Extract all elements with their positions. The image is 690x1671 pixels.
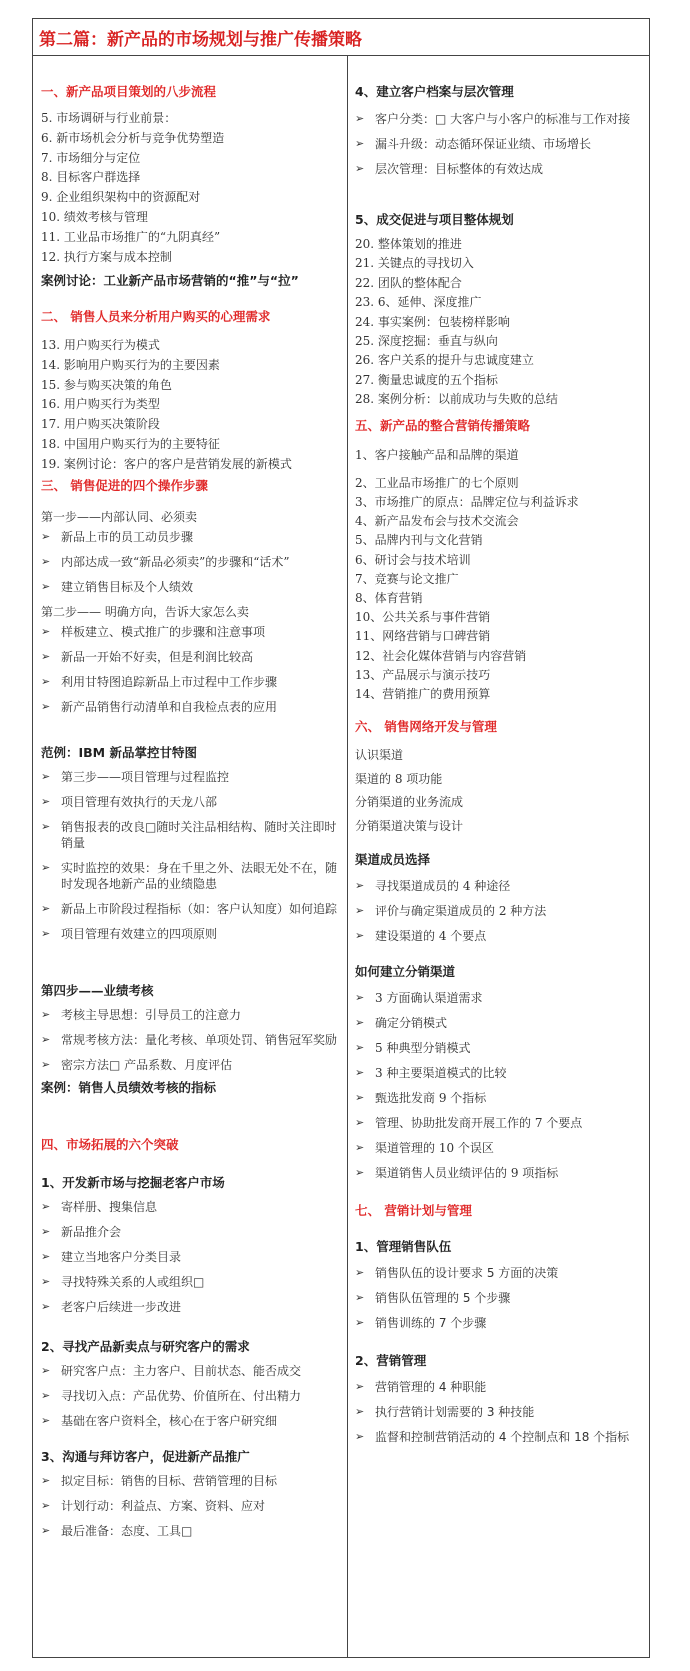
- bullet-list: [41, 624, 341, 715]
- list-item: 24. 事实案例：包装榜样影响: [355, 314, 510, 329]
- section-1: [41, 84, 341, 289]
- arrow-bullet-icon: ➢: [355, 1430, 365, 1443]
- case-heading: 案例：销售人员绩效考核的指标: [41, 1080, 217, 1095]
- list-item: [41, 699, 341, 715]
- list-item: [355, 1140, 645, 1156]
- list-item: 19. 案例讨论：客户的客户是营销发展的新模式: [41, 456, 292, 471]
- arrow-bullet-icon: ➢: [355, 1291, 365, 1304]
- arrow-bullet-icon: ➢: [355, 1316, 365, 1329]
- list-item: [355, 1379, 645, 1395]
- bullet-list: [355, 878, 645, 944]
- list-item: 认识渠道: [355, 748, 404, 762]
- list-item: 3、市场推广的原点：品牌定位与利益诉求: [355, 495, 579, 509]
- arrow-bullet-icon: ➢: [355, 929, 365, 942]
- section-3-step4: [41, 983, 341, 1096]
- list-item: [355, 1040, 645, 1056]
- list-item-text: 监督和控制营销活动的 4 个控制点和 18 个指标: [375, 1430, 630, 1444]
- list-item: [355, 1165, 645, 1181]
- section-r5: [355, 212, 645, 410]
- list-item: [355, 1404, 645, 1420]
- section-heading: 六、 销售网络开发与管理: [355, 719, 497, 734]
- section-heading: 三、 销售促进的四个操作步骤: [41, 478, 208, 493]
- list-item: [41, 529, 341, 545]
- list-item: [355, 1290, 645, 1306]
- list-item: 10. 绩效考核与管理: [41, 209, 148, 224]
- bullet-list: [41, 529, 341, 595]
- list-item: [41, 1032, 341, 1048]
- arrow-bullet-icon: ➢: [41, 1200, 51, 1213]
- list-item: 9. 企业组织架构中的资源配对: [41, 190, 201, 205]
- sub-heading: 1、管理销售队伍: [355, 1239, 452, 1254]
- list-item: [41, 649, 341, 665]
- list-item: 5. 市场调研与行业前景：: [41, 111, 177, 125]
- arrow-bullet-icon: ➢: [41, 1058, 51, 1071]
- list-item: [41, 769, 341, 785]
- arrow-bullet-icon: ➢: [41, 1364, 51, 1377]
- sub-heading: 2、营销管理: [355, 1353, 427, 1368]
- list-item: 11、网络营销与口碑营销: [355, 629, 491, 644]
- list-item-text: 层次管理：目标整体的有效达成: [375, 162, 544, 176]
- list-item: 27. 衡量忠诚度的五个指标: [355, 372, 498, 387]
- arrow-bullet-icon: ➢: [355, 1116, 365, 1129]
- list-item: [355, 136, 645, 152]
- list-item-text: 建立当地客户分类目录: [61, 1250, 182, 1264]
- arrow-bullet-icon: ➢: [41, 902, 51, 915]
- arrow-bullet-icon: ➢: [355, 1141, 365, 1154]
- list-item: 7、竞赛与论文推广: [355, 571, 459, 586]
- bullet-list: [41, 1363, 341, 1429]
- section-4-sub3: [41, 1449, 341, 1548]
- list-item-text: 新产品销售行动清单和自我检点表的应用: [61, 700, 278, 714]
- list-item: 10、公共关系与事件营销: [355, 610, 491, 625]
- section-heading: 一、新产品项目策划的八步流程: [41, 84, 217, 99]
- list-item-text: 客户分类：□ 大客户与小客户的标准与工作对接: [375, 112, 631, 126]
- list-item: 20. 整体策划的推进: [355, 237, 462, 251]
- list-item: [355, 990, 645, 1006]
- section-6-member: [355, 852, 645, 953]
- bullet-list: [41, 1007, 341, 1073]
- arrow-bullet-icon: ➢: [41, 927, 51, 940]
- list-item-text: 寻找特殊关系的人或组织□: [61, 1275, 205, 1289]
- arrow-bullet-icon: ➢: [41, 1250, 51, 1263]
- arrow-bullet-icon: ➢: [355, 162, 365, 175]
- arrow-bullet-icon: ➢: [355, 1041, 365, 1054]
- list-item: [41, 624, 341, 640]
- column-divider: [347, 55, 348, 1657]
- arrow-bullet-icon: ➢: [41, 580, 51, 593]
- list-item: 15. 参与购买决策的角色: [41, 377, 172, 392]
- bullet-list: [355, 1265, 645, 1331]
- list-item-text: 最后准备：态度、工具□: [61, 1524, 193, 1538]
- list-item: 渠道的 8 项功能: [355, 771, 443, 786]
- list-item: 2、工业品市场推广的七个原则: [355, 475, 519, 490]
- sub-heading: 如何建立分销渠道: [355, 964, 456, 979]
- list-item: [41, 579, 341, 595]
- list-item: 17. 用户购买决策阶段: [41, 417, 160, 432]
- list-item: 23. 6、延伸、深度推广: [355, 295, 482, 310]
- numbered-list: [41, 336, 341, 475]
- section-7: [355, 1203, 645, 1340]
- arrow-bullet-icon: ➢: [355, 991, 365, 1004]
- list-item: 11. 工业品市场推广的“九阴真经”: [41, 229, 221, 244]
- numbered-list: [41, 109, 341, 267]
- arrow-bullet-icon: ➢: [41, 555, 51, 568]
- list-item: [41, 1413, 341, 1429]
- list-item: 1、客户接触产品和品牌的渠道: [355, 448, 519, 462]
- list-item: 8、体育营销: [355, 591, 423, 606]
- list-item: [41, 1523, 341, 1539]
- list-item: [41, 819, 341, 851]
- list-item-text: 销售训练的 7 个步骤: [375, 1316, 487, 1330]
- list-item: 分销渠道决策与设计: [355, 818, 464, 833]
- section-heading: 四、市场拓展的六个突破: [41, 1137, 179, 1152]
- list-item-text: 销售队伍管理的 5 个步骤: [375, 1291, 511, 1305]
- list-item: [41, 1473, 341, 1489]
- list-item-text: 5 种典型分销模式: [375, 1041, 471, 1055]
- list-item: 25. 深度挖掘：垂直与纵向: [355, 334, 498, 349]
- list-item: 8. 目标客户群选择: [41, 170, 141, 185]
- list-item: 4、新产品发布会与技术交流会: [355, 514, 519, 529]
- list-item-text: 建设渠道的 4 个要点: [375, 929, 487, 943]
- arrow-bullet-icon: ➢: [41, 675, 51, 688]
- arrow-bullet-icon: ➢: [355, 112, 365, 125]
- list-item: 18. 中国用户购买行为的主要特征: [41, 436, 220, 451]
- list-item: 28. 案例分析：以前成功与失败的总结: [355, 392, 558, 407]
- list-item: [355, 1265, 645, 1281]
- list-item-text: 3 种主要渠道模式的比较: [375, 1066, 507, 1080]
- list-item: [41, 794, 341, 810]
- list-item-text: 寻找渠道成员的 4 种途径: [375, 879, 511, 893]
- list-item: [41, 1057, 341, 1073]
- bullet-list: [41, 1199, 341, 1315]
- list-item-text: 管理、协助批发商开展工作的 7 个要点: [375, 1116, 583, 1130]
- section-3: [41, 478, 341, 724]
- list-item: [41, 1299, 341, 1315]
- list-item-text: 寻找切入点：产品优势、价值所在、付出精力: [61, 1389, 302, 1403]
- list-item-text: 销售报表的改良□随时关注品相结构、随时关注即时销量: [61, 820, 337, 850]
- list-item: [355, 1315, 645, 1331]
- list-item-text: 研究客户点：主力客户、目前状态、能否成交: [61, 1364, 302, 1378]
- list-item-text: 利用甘特图追踪新品上市过程中工作步骤: [61, 675, 278, 689]
- list-item: 12. 执行方案与成本控制: [41, 249, 172, 264]
- list-item-text: 基础在客户资料全，核心在于客户研究细: [61, 1414, 278, 1428]
- list-item-text: 新品上市的员工动员步骤: [61, 530, 194, 544]
- arrow-bullet-icon: ➢: [355, 1405, 365, 1418]
- list-item: [41, 926, 341, 942]
- bullet-list: [41, 769, 341, 942]
- section-3-example: [41, 745, 341, 951]
- list-item: 12、社会化媒体营销与内容营销: [355, 648, 527, 663]
- list-item-text: 新品一开始不好卖，但是利润比较高: [61, 650, 254, 664]
- section-5: [355, 418, 645, 704]
- arrow-bullet-icon: ➢: [355, 879, 365, 892]
- sub-heading: 渠道成员选择: [355, 852, 431, 867]
- arrow-bullet-icon: ➢: [41, 1300, 51, 1313]
- bullet-list: [41, 1473, 341, 1539]
- list-item-text: 密宗方法□ 产品系数、月度评估: [61, 1058, 233, 1072]
- list-item: [41, 554, 341, 570]
- list-item: [355, 1115, 645, 1131]
- list-item: [41, 1388, 341, 1404]
- list-item: [355, 1015, 645, 1031]
- section-heading: 二、 销售人员来分析用户购买的心理需求: [41, 309, 271, 324]
- arrow-bullet-icon: ➢: [41, 1499, 51, 1512]
- list-item-text: 新品上市阶段过程指标（如：客户认知度）如何追踪: [61, 902, 338, 916]
- bullet-list: [355, 990, 645, 1181]
- list-item-text: 计划行动：利益点、方案、资料、应对: [61, 1499, 266, 1513]
- list-item: 16. 用户购买行为类型: [41, 397, 160, 412]
- list-item: 22. 团队的整体配合: [355, 275, 462, 290]
- arrow-bullet-icon: ➢: [355, 1266, 365, 1279]
- step-heading: 第四步——业绩考核: [41, 983, 154, 998]
- arrow-bullet-icon: ➢: [41, 1389, 51, 1402]
- list-item: [355, 1065, 645, 1081]
- list-item-text: 评价与确定渠道成员的 2 种方法: [375, 904, 547, 918]
- list-item: [355, 903, 645, 919]
- arrow-bullet-icon: ➢: [41, 1474, 51, 1487]
- list-item: [355, 878, 645, 894]
- list-item: [355, 111, 645, 127]
- list-item-text: 漏斗升级：动态循环保证业绩、市场增长: [375, 137, 592, 151]
- list-item: [41, 1363, 341, 1379]
- list-item-text: 销售队伍的设计要求 5 方面的决策: [375, 1266, 559, 1280]
- list-item-text: 渠道管理的 10 个误区: [375, 1141, 494, 1155]
- list-item-text: 项目管理有效建立的四项原则: [61, 927, 218, 941]
- section-7-mgmt: [355, 1353, 645, 1454]
- list-item: 26. 客户关系的提升与忠诚度建立: [355, 353, 534, 368]
- arrow-bullet-icon: ➢: [41, 1275, 51, 1288]
- list-item-text: 常规考核方法：量化考核、单项处罚、销售冠军奖励: [61, 1033, 338, 1047]
- list-item: [41, 1007, 341, 1023]
- arrow-bullet-icon: ➢: [41, 1033, 51, 1046]
- list-item: 5、品牌内刊与文化营销: [355, 533, 483, 548]
- list-item-text: 3 方面确认渠道需求: [375, 991, 483, 1005]
- list-item-text: 渠道销售人员业绩评估的 9 项指标: [375, 1166, 559, 1180]
- list-item-text: 样板建立、模式推广的步骤和注意事项: [61, 625, 266, 639]
- list-item: 6. 新市场机会分析与竞争优势塑造: [41, 130, 225, 145]
- list-item: [355, 928, 645, 944]
- arrow-bullet-icon: ➢: [41, 625, 51, 638]
- list-item: 13. 用户购买行为模式: [41, 338, 160, 352]
- list-item: [355, 161, 645, 177]
- list-item: [41, 674, 341, 690]
- arrow-bullet-icon: ➢: [41, 770, 51, 783]
- arrow-bullet-icon: ➢: [41, 1008, 51, 1021]
- list-item-text: 考核主导思想：引导员工的注意力: [61, 1008, 242, 1022]
- list-item-text: 老客户后续进一步改进: [61, 1300, 182, 1314]
- arrow-bullet-icon: ➢: [41, 820, 51, 833]
- list-item-text: 建立销售目标及个人绩效: [61, 580, 194, 594]
- section-6: [355, 719, 645, 838]
- bullet-list: [355, 111, 645, 177]
- list-item: [41, 1498, 341, 1514]
- arrow-bullet-icon: ➢: [41, 1414, 51, 1427]
- list-item-text: 寄样册、搜集信息: [61, 1200, 158, 1214]
- list-item: 21. 关键点的寻找切入: [355, 256, 474, 271]
- arrow-bullet-icon: ➢: [355, 1016, 365, 1029]
- list-item: 14、营销推广的费用预算: [355, 687, 491, 702]
- list-item-text: 项目管理有效执行的天龙八部: [61, 795, 218, 809]
- arrow-bullet-icon: ➢: [41, 650, 51, 663]
- arrow-bullet-icon: ➢: [41, 795, 51, 808]
- arrow-bullet-icon: ➢: [355, 1091, 365, 1104]
- list-item: 14. 影响用户购买行为的主要因素: [41, 357, 220, 372]
- document-frame: [32, 18, 650, 1658]
- section-6-build: [355, 964, 645, 1190]
- sub-heading: 2、寻找产品新卖点与研究客户的需求: [41, 1339, 250, 1354]
- step-label: 第一步——内部认同、必须卖: [41, 510, 198, 524]
- list-item: 13、产品展示与演示技巧: [355, 667, 491, 682]
- list-item: [41, 1249, 341, 1265]
- list-item: [41, 901, 341, 917]
- arrow-bullet-icon: ➢: [41, 1524, 51, 1537]
- arrow-bullet-icon: ➢: [355, 1166, 365, 1179]
- arrow-bullet-icon: ➢: [355, 137, 365, 150]
- section-4-sub2: [41, 1339, 341, 1438]
- list-item-text: 拟定目标：销售的目标、营销管理的目标: [61, 1474, 278, 1488]
- example-heading: 范例：IBM 新品掌控甘特图: [41, 745, 197, 760]
- list-item-text: 甄选批发商 9 个指标: [375, 1091, 487, 1105]
- sub-heading: 4、建立客户档案与层次管理: [355, 84, 514, 99]
- list-item: [355, 1090, 645, 1106]
- list-item-text: 执行营销计划需要的 3 种技能: [375, 1405, 535, 1419]
- arrow-bullet-icon: ➢: [41, 700, 51, 713]
- case-discussion: 案例讨论：工业新产品市场营销的“推”与“拉”: [41, 273, 299, 289]
- list-item-text: 新品推介会: [61, 1225, 122, 1239]
- arrow-bullet-icon: ➢: [355, 1066, 365, 1079]
- section-heading: 五、新产品的整合营销传播策略: [355, 418, 531, 433]
- step-label: 第二步—— 明确方向，告诉大家怎么卖: [41, 605, 249, 619]
- list-item: [41, 1199, 341, 1215]
- list-item: [41, 1274, 341, 1290]
- bullet-list: [355, 1379, 645, 1445]
- section-heading: 七、 营销计划与管理: [355, 1203, 472, 1218]
- list-item: 7. 市场细分与定位: [41, 150, 141, 165]
- list-item-text: 内部达成一致“新品必须卖”的步骤和“话术”: [61, 555, 290, 569]
- content-columns: [33, 55, 649, 1657]
- arrow-bullet-icon: ➢: [41, 1225, 51, 1238]
- list-item: [41, 860, 341, 892]
- list-item-text: 营销管理的 4 种职能: [375, 1380, 487, 1394]
- numbered-list: [355, 474, 645, 704]
- list-item-text: 确定分销模式: [375, 1016, 448, 1030]
- sub-heading: 1、开发新市场与挖掘老客户市场: [41, 1175, 225, 1190]
- plain-list: [355, 744, 645, 838]
- page-title: 第二篇：新产品的市场规划与推广传播策略: [33, 19, 649, 56]
- arrow-bullet-icon: ➢: [355, 904, 365, 917]
- sub-heading: 3、沟通与拜访客户，促进新产品推广: [41, 1449, 250, 1464]
- arrow-bullet-icon: ➢: [355, 1380, 365, 1393]
- list-item-text: 第三步——项目管理与过程监控: [61, 770, 230, 784]
- arrow-bullet-icon: ➢: [41, 530, 51, 543]
- arrow-bullet-icon: ➢: [41, 861, 51, 874]
- section-2: [41, 309, 341, 475]
- list-item: [41, 1224, 341, 1240]
- list-item: [355, 1429, 645, 1445]
- section-4: [41, 1137, 341, 1324]
- list-item: 6、研讨会与技术培训: [355, 552, 471, 567]
- numbered-list: [355, 235, 645, 410]
- section-r4: [355, 84, 645, 186]
- list-item: 分销渠道的业务流成: [355, 795, 464, 810]
- sub-heading: 5、成交促进与项目整体规划: [355, 212, 514, 227]
- list-item-text: 实时监控的效果：身在千里之外、法眼无处不在，随时发现各地新产品的业绩隐患: [61, 861, 338, 891]
